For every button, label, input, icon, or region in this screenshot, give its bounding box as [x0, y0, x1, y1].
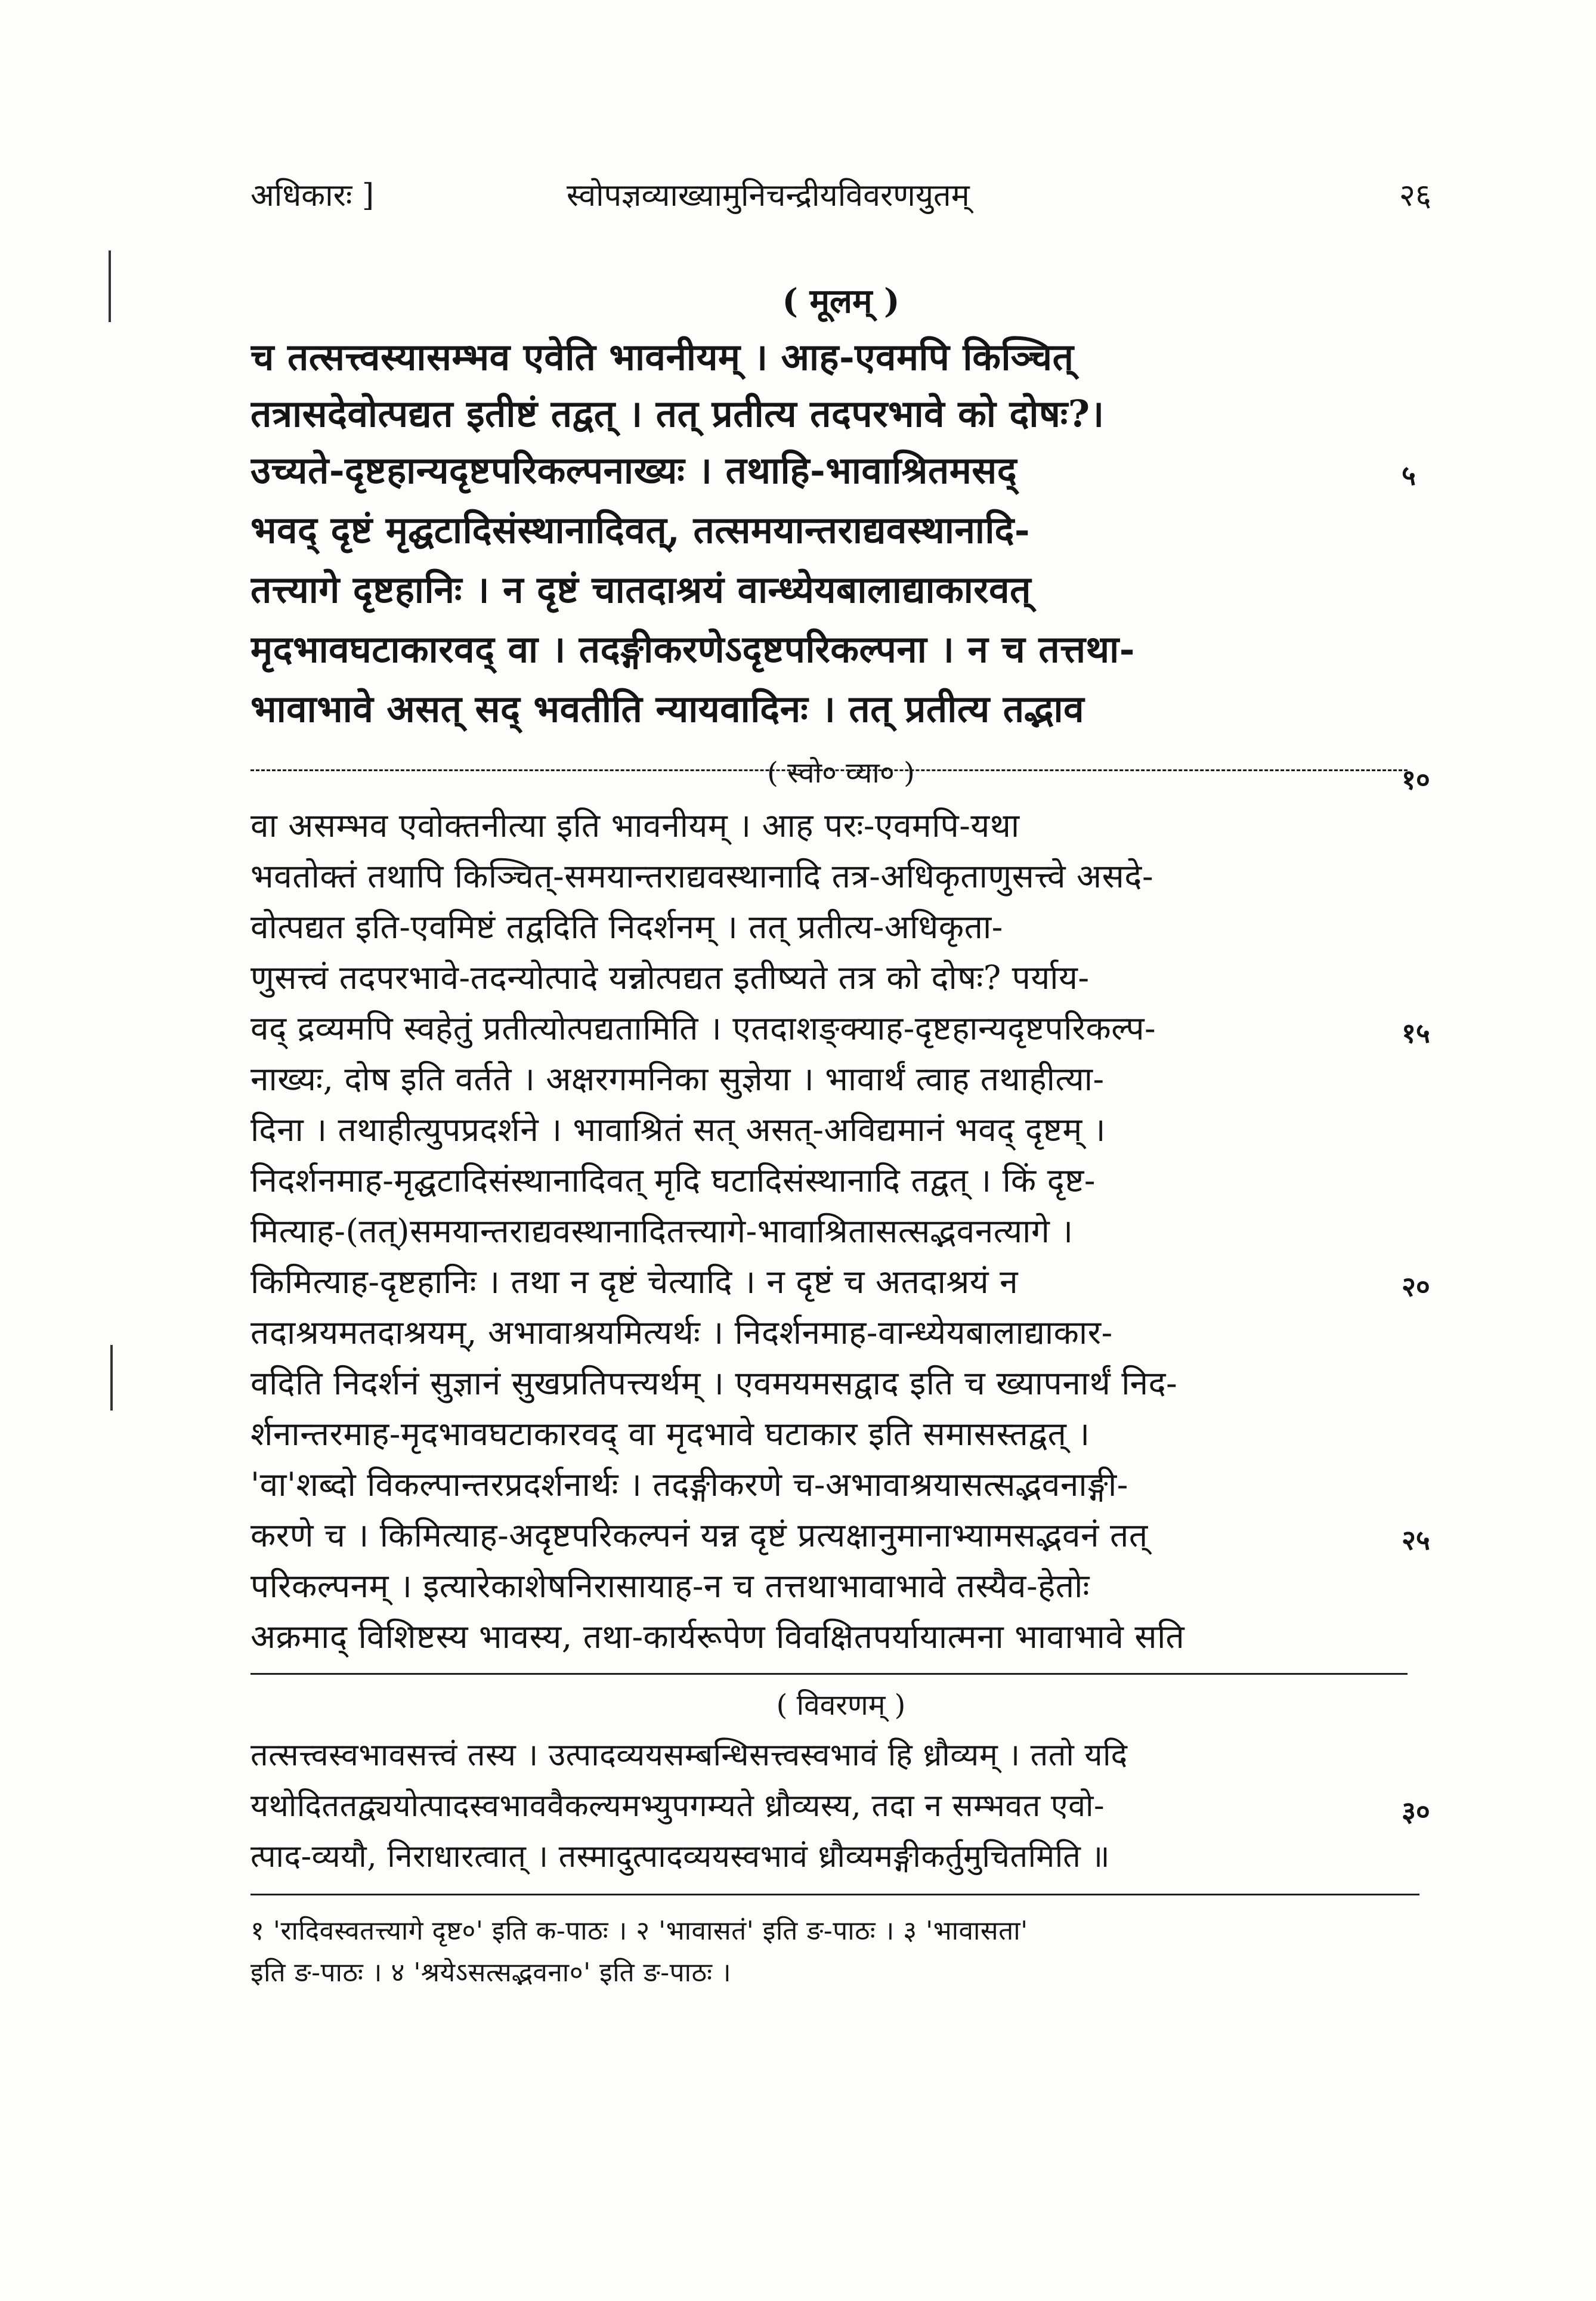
running-header [250, 173, 1431, 227]
footnote-line: १ 'रादिवस्वतत्त्यागे दृष्ट०' इति क-पाठः । २ 'भावासतं' इति ङ-पाठः । ३ 'भावासता' [250, 1916, 1028, 1946]
mulam-line: मृदभावघटाकारवद् वा । तदङ्गीकरणेऽदृष्टपरिकल्पना । न च तत्तथा- [250, 627, 1135, 671]
margin-mark-middle [110, 1345, 113, 1411]
vyakhya-line: 'वा'शब्दो विकल्पान्तरप्रदर्शनार्थः । तदङ्गीकरणे च-अभावाश्रयासत्सद्भवनाङ्गी- [250, 1465, 1128, 1504]
vyakhya-line: दिना । तथाहीत्युपप्रदर्शने । भावाश्रितं सत् असत्-अविद्यमानं भवद् दृष्टम् । [250, 1111, 1106, 1149]
vivarana-heading: ( विवरणम् ) [776, 1688, 906, 1722]
mulam-line: भावाभावे असत् सद् भवतीति न्यायवादिनः । तत् प्रतीत्य तद्भाव [250, 687, 1085, 731]
vyakhya-line: किमित्याह-दृष्टहानिः । तथा न दृष्टं चेत्यादि । न दृष्टं च अतदाश्रयं न [250, 1263, 1019, 1301]
line-number: १५ [1402, 1017, 1430, 1049]
line-number: २५ [1402, 1524, 1430, 1556]
vyakhya-line: परिकल्पनम् । इत्यारेकाशेषनिरासायाह-न च तत्तथाभावाभावे तस्यैव-हेतोः [250, 1567, 1090, 1605]
vivarana-line: त्पाद-व्ययौ, निराधारत्वात् । तस्मादुत्पादव्ययस्वभावं ध्रौव्यमङ्गीकर्तुमुचितमिति ॥ [250, 1839, 1111, 1875]
mulam-line: तत्त्यागे दृष्टहानिः । न दृष्टं चातदाश्रयं वान्ध्येयबालाद्याकारवत् [250, 568, 1031, 611]
vyakhya-line: निदर्शनमाह-मृद्घटादिसंस्थानादिवत् मृदि घटादिसंस्थानादि तद्वत् । किं दृष्ट- [250, 1161, 1096, 1199]
vyakhya-line: वदिति निदर्शनं सुज्ञानं सुखप्रतिपत्त्यर्थम् । एवमयमसद्वाद इति च ख्यापनार्थं निद- [250, 1364, 1178, 1402]
vyakhya-line: तदाश्रयमतदाश्रयम्, अभावाश्रयमित्यर्थः । निदर्शनमाह-वान्ध्येयबालाद्याकार- [250, 1313, 1113, 1351]
section-divider [250, 1673, 1408, 1675]
mulam-line: तत्रासदेवोत्पद्यत इतीष्टं तद्वत् । तत् प्रतीत्य तदपरभावे को दोषः?। [250, 392, 1105, 435]
header-title: स्वोपज्ञव्याख्यामुनिचन्द्रीयविवरणयुतम् [567, 178, 970, 214]
page-number: २६ [1399, 178, 1431, 214]
vyakhya-line: करणे च । किमित्याह-अदृष्टपरिकल्पनं यन्न दृष्टं प्रत्यक्षानुमानाभ्यामसद्भवनं तत् [250, 1516, 1148, 1554]
vivarana-line: तत्सत्त्वस्वभावसत्त्वं तस्य । उत्पादव्ययसम्बन्धिसत्त्वस्वभावं हि ध्रौव्यम् । ततो यदि [250, 1737, 1128, 1773]
mulam-line: उच्यते-दृष्टहान्यदृष्टपरिकल्पनाख्यः । तथाहि-भावाश्रितमसद् [250, 449, 1017, 492]
vyakhya-heading: ( स्वो० व्या० ) [767, 756, 915, 790]
mulam-line: च तत्सत्त्वस्यासम्भव एवेति भावनीयम् । आह-एवमपि किञ्चित् [250, 335, 1074, 379]
vyakhya-line: भवतोक्तं तथापि किञ्चित्-समयान्तराद्यवस्थानादि तत्र-अधिकृताणुसत्त्वे असदे- [250, 857, 1154, 895]
vyakhya-line: वोत्पद्यत इति-एवमिष्टं तद्वदिति निदर्शनम् । तत् प्रतीत्य-अधिकृता- [250, 908, 1003, 946]
vyakhya-line: नाख्यः, दोष इति वर्तते । अक्षरगमनिका सुज्ञेया । भावार्थं त्वाह तथाहीत्या- [250, 1060, 1105, 1098]
vyakhya-line: अक्रमाद् विशिष्टस्य भावस्य, तथा-कार्यरूपेण विवक्षितपर्यायात्मना भावाभावे सति [250, 1617, 1185, 1656]
vyakhya-line: र्शनान्तरमाह-मृदभावघटाकारवद् वा मृदभावे घटाकार इति समासस्तद्वत् । [250, 1415, 1090, 1453]
line-number: १० [1402, 763, 1430, 796]
vyakhya-line: णुसत्त्वं तदपरभावे-तदन्योत्पादे यन्नोत्पद्यत इतीष्यते तत्र को दोषः? पर्याय- [250, 958, 1090, 997]
footnote-divider [250, 1894, 1419, 1895]
mulam-heading: ( मूलम् ) [782, 282, 900, 321]
line-number: ५ [1402, 459, 1416, 491]
line-number: २० [1402, 1270, 1430, 1303]
vivarana-line: यथोदिततद्व्ययोत्पादस्वभाववैकल्यमभ्युपगम्यते ध्रौव्यस्य, तदा न सम्भवत एवो- [250, 1788, 1105, 1824]
vyakhya-line: वद् द्रव्यमपि स्वहेतुं प्रतीत्योत्पद्यतामिति । एतदाशङ्क्याह-दृष्टहान्यदृष्टपरिकल्प- [250, 1009, 1156, 1047]
mulam-line: भवद् दृष्टं मृद्घटादिसंस्थानादिवत्, तत्समयान्तराद्यवस्थानादि- [250, 508, 1031, 552]
margin-mark-top [109, 250, 111, 322]
footnote-line: इति ङ-पाठः । ४ 'श्रयेऽसत्सद्भवना०' इति ङ-पाठः । [250, 1957, 732, 1988]
header-chapter: अधिकारः ] [250, 178, 375, 214]
line-number: ३० [1402, 1795, 1430, 1827]
vyakhya-line: मित्याह-(तत्)समयान्तराद्यवस्थानादितत्त्यागे-भावाश्रितासत्सद्भवनत्यागे । [250, 1212, 1074, 1250]
vyakhya-line: वा असम्भव एवोक्तनीत्या इति भावनीयम् । आह परः-एवमपि-यथा [250, 806, 1020, 845]
